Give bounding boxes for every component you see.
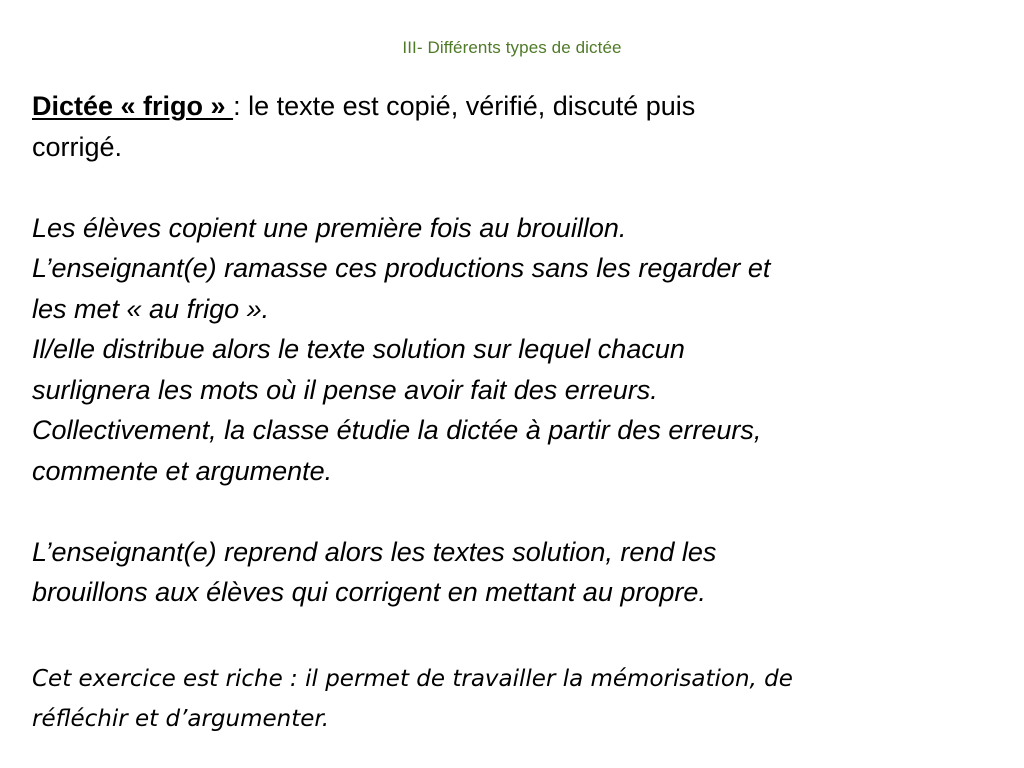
paragraph-gap (32, 491, 992, 532)
procedure-line: surlignera les mots où il pense avoir fait des erreurs. (32, 374, 658, 405)
definition-paragraph (32, 86, 992, 167)
definition-text: : le texte est copié, vérifié, discuté puis (233, 91, 696, 121)
procedure-line: commente et argumente. (32, 455, 333, 486)
procedure-line: Collectivement, la classe étudie la dictée à partir des erreurs, (32, 415, 762, 445)
conclusion-paragraph (32, 659, 992, 739)
procedure-line: les met « au frigo ». (32, 293, 270, 324)
conclusion-line: Cet exercice est riche : il permet de travailler la mémorisation, de (32, 666, 793, 692)
slide-body (32, 86, 992, 739)
slide-title: III- Différents types de dictée (402, 38, 622, 57)
definition-line-1 (32, 86, 992, 127)
followup-line: brouillons aux élèves qui corrigent en mettant au propre. (32, 577, 706, 607)
followup-paragraph (32, 532, 992, 613)
definition-line-2: corrigé. (32, 131, 123, 162)
paragraph-gap (32, 613, 992, 654)
procedure-paragraph (32, 208, 992, 492)
followup-line: L’enseignant(e) reprend alors les textes solution, rend les (32, 536, 717, 567)
conclusion-line: réfléchir et d’argumenter. (32, 706, 330, 732)
procedure-line: L’enseignant(e) ramasse ces productions sans les regarder et (32, 253, 771, 283)
procedure-line: Il/elle distribue alors le texte solution sur lequel chacun (32, 334, 685, 364)
dictee-frigo-term: Dictée « frigo » (32, 91, 234, 121)
procedure-line: Les élèves copient une première fois au brouillon. (32, 212, 627, 243)
paragraph-gap (32, 167, 992, 208)
